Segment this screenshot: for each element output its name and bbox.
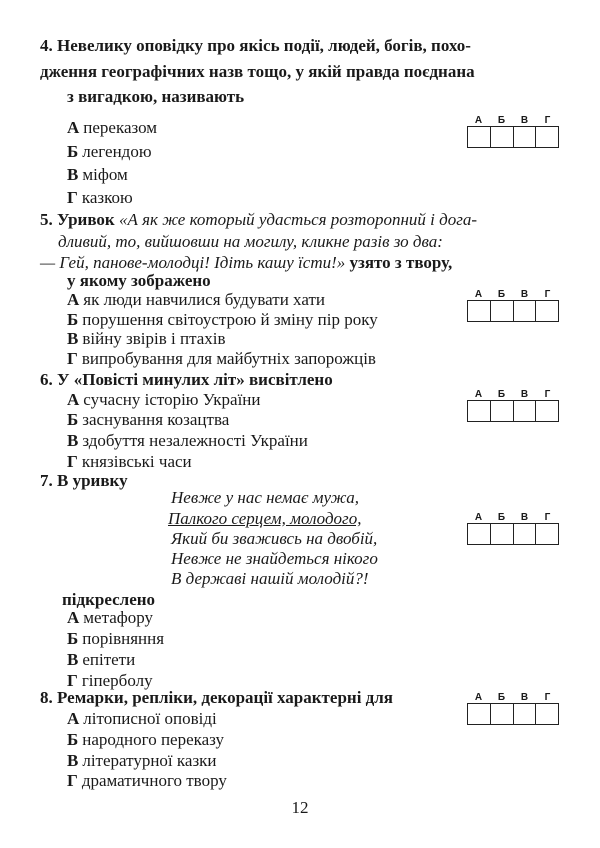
q7-answer-grid: А Б В Г	[467, 512, 559, 545]
q4-option-b: Б легендою	[67, 142, 152, 161]
q7-poem-line-2-underlined: Палкого серцем, молодого,	[168, 509, 362, 528]
q4-answer-grid: А Б В Г	[467, 115, 559, 148]
q6-answer-cell-c[interactable]	[514, 401, 537, 421]
q6-title: 6. У «Повісті минулих літ» висвітлено	[40, 370, 333, 389]
q8-option-b: Б народного переказу	[67, 730, 225, 749]
q4-title-line3: з вигадкою, називають	[67, 87, 245, 106]
q7-option-a: А метафору	[67, 608, 154, 627]
q6-answer-cell-a[interactable]	[468, 401, 491, 421]
q8-option-d: Г драматичного твору	[67, 771, 227, 790]
page-number: 12	[291, 798, 309, 817]
q8-answer-grid: А Б В Г	[467, 692, 559, 725]
q5-answer-cell-c[interactable]	[514, 301, 537, 321]
q6-answer-grid: А Б В Г	[467, 389, 559, 422]
q7-poem-line-5: В державі нашій молодій?!	[171, 569, 369, 588]
q4-answer-cell-d[interactable]	[536, 127, 558, 147]
q4-title-line2: дження географічних назв тощо, у якій правда поєднана	[40, 62, 475, 81]
q6-option-c: В здобуття незалежності України	[67, 431, 308, 450]
q8-answer-cell-b[interactable]	[491, 704, 514, 724]
q4-answer-cell-a[interactable]	[468, 127, 491, 147]
q8-title: 8. Ремарки, репліки, декорації характерні для	[40, 688, 393, 707]
q4-option-d: Г казкою	[67, 188, 133, 207]
q5-answer-grid: А Б В Г	[467, 289, 559, 322]
q8-answer-cell-a[interactable]	[468, 704, 491, 724]
q5-title-line4: у якому зображено	[67, 271, 211, 290]
q5-title-line1: 5. Уривок «А як же который удасться розторопний і дога-	[40, 210, 478, 229]
q7-answer-cell-a[interactable]	[468, 524, 491, 544]
q7-option-b: Б порівняння	[67, 629, 165, 648]
q7-answer-cell-c[interactable]	[514, 524, 537, 544]
q5-title-line3: — Гей, панове-молодці! Ідіть кашу їсти!» узято з твору,	[40, 253, 453, 272]
q5-title-line2: дливий, то, вийшовши на могилу, кликне разів зо два:	[58, 232, 443, 251]
q7-title: 7. В уривку	[40, 471, 128, 490]
q5-option-b: Б порушення світоустрою й зміну пір року	[67, 310, 378, 329]
q7-option-d: Г гіперболу	[67, 671, 153, 690]
q7-answer-cell-d[interactable]	[536, 524, 558, 544]
q4-option-a: А переказом	[67, 118, 158, 137]
q8-option-c: В літературної казки	[67, 751, 217, 770]
q6-option-a: А сучасну історію України	[67, 390, 261, 409]
q4-answer-cell-b[interactable]	[491, 127, 514, 147]
q4-title-line1: 4. Невелику оповідку про якісь події, людей, богів, похо-	[40, 36, 471, 55]
q8-option-a: А літописної оповіді	[67, 709, 217, 728]
q5-option-c: В війну звірів і птахів	[67, 329, 226, 348]
q5-answer-cell-d[interactable]	[536, 301, 558, 321]
q7-option-c: В епітети	[67, 650, 136, 669]
q5-option-d: Г випробування для майбутніх запорожців	[67, 349, 376, 368]
q4-answer-cell-c[interactable]	[514, 127, 537, 147]
q7-answer-cell-b[interactable]	[491, 524, 514, 544]
q6-option-b: Б заснування козацтва	[67, 410, 230, 429]
q4-option-c: В міфом	[67, 165, 128, 184]
q7-poem-line-4: Невже не знайдеться нікого	[171, 549, 378, 568]
q6-option-d: Г князівські часи	[67, 452, 192, 471]
q7-poem-line-3: Який би зваживсь на двобій,	[171, 529, 378, 548]
q5-answer-cell-b[interactable]	[491, 301, 514, 321]
q7-poem-line-1: Невже у нас немає мужа,	[171, 488, 359, 507]
q6-answer-cell-b[interactable]	[491, 401, 514, 421]
q5-option-a: А як люди навчилися будувати хати	[67, 290, 325, 309]
q7-after-text: підкреслено	[62, 590, 156, 609]
q8-answer-cell-d[interactable]	[536, 704, 558, 724]
q6-answer-cell-d[interactable]	[536, 401, 558, 421]
q5-answer-cell-a[interactable]	[468, 301, 491, 321]
q8-answer-cell-c[interactable]	[514, 704, 537, 724]
